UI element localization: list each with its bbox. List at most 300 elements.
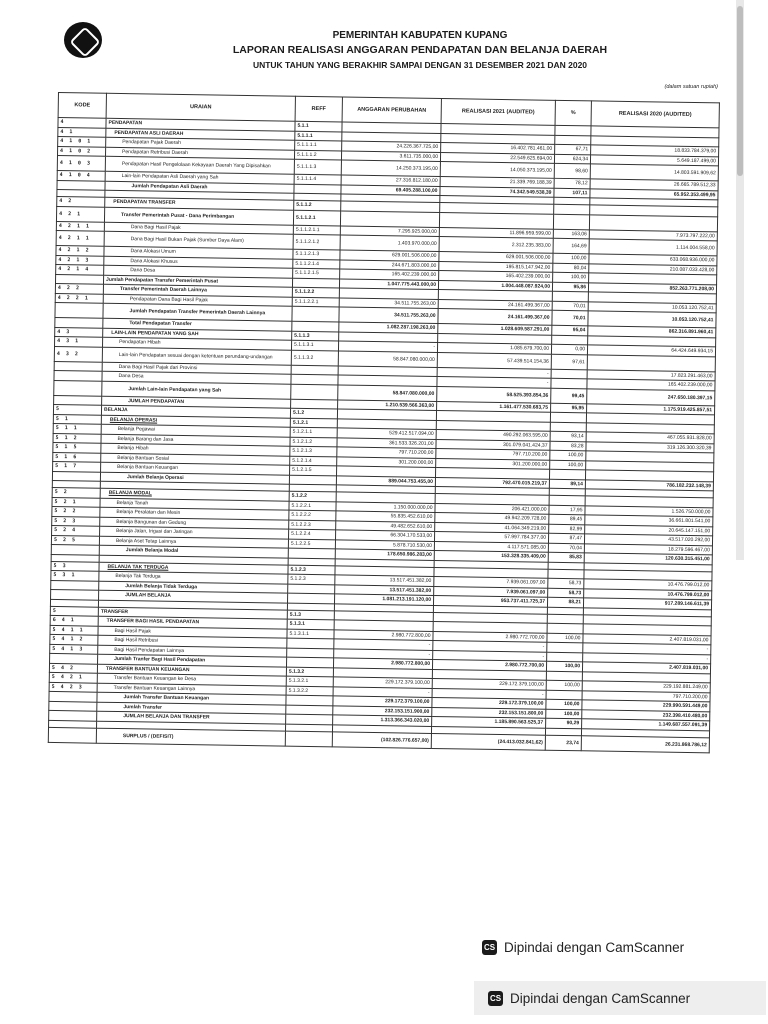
kode-cell: 5 1 6 [53,452,101,462]
realisasi-2021-cell: 58.525.393.854,36 [437,386,551,403]
reff-cell: 5.1.3.2 [286,667,333,677]
percent-cell: 23,74 [545,735,581,751]
realisasi-2021-cell: 57.439.514.154,36 [437,352,551,369]
anggaran-cell: 1.403.970.000,00 [340,235,439,252]
uraian-cell: Total Pendapatan Transfer [103,318,292,330]
uraian-cell: Jumlah Pendapatan Transfer Pemerintah Daerah Lainnya [103,303,292,321]
realisasi-2020-cell: 10.476.799.012,00 [584,588,712,600]
kode-cell: 5 4 2 [49,663,97,673]
realisasi-2020-cell: 1.149.687.557.091,39 [582,719,710,731]
kode-cell: 5 4 1 2 [50,634,98,644]
kode-cell: 5 2 2 [52,506,100,516]
uraian-cell: TRANSFER [98,607,287,619]
percent-cell: 100,00 [547,633,583,643]
kode-cell: 4 1 0 3 [57,156,105,172]
realisasi-2020-cell: 5.649.187.499,00 [590,154,718,166]
reff-cell: 5.1.1 [295,121,342,131]
reff-cell: 5.1.1.3.1 [291,340,338,350]
reff-cell: 5.1.1.2.1.2 [293,234,340,250]
realisasi-2020-cell: 18.279.596.467,00 [584,543,712,555]
anggaran-cell: 49.482.652.610,00 [336,520,435,531]
percent-cell [550,412,586,422]
realisasi-2021-cell: 24.161.499.367,00 [438,299,552,310]
realisasi-2021-cell: 953.737.411.725,37 [433,595,547,606]
kode-cell: 5 3 1 [51,570,99,580]
column-header-realisasi-2021: REALISASI 2021 (AUDITED) [441,99,555,126]
realisasi-2020-cell: 1.175.919.425.857,51 [587,403,715,415]
reff-cell: 5.1.3.2.2 [286,686,333,696]
kode-cell: 5 1 5 [53,442,101,452]
realisasi-2021-cell [439,212,553,229]
realisasi-2021-cell: 2.312.235.383,00 [439,237,553,254]
anggaran-cell: 1.047.775.443.000,00 [339,278,438,289]
anggaran-cell: 1.150.000.000,00 [336,501,435,512]
anggaran-cell: 24.226.367.725,00 [342,141,441,152]
kode-cell: 4 2 2 1 [55,293,103,303]
realisasi-2021-cell: 1.028.609.587.291,00 [438,323,552,334]
realisasi-2021-cell: 1.161.477.530.683,75 [437,401,551,412]
uraian-cell: Belanja Hibah [101,443,290,455]
kode-cell: 4 3 1 [55,336,103,346]
realisasi-2020-cell: 7.973.797.222,00 [589,229,717,241]
kode-cell: 4 2 1 1 [56,230,104,246]
uraian-cell: Belanja Aset Tetap Lainnya [99,536,288,548]
camscanner-stamp-text: Dipindai dengan CamScanner [504,939,685,955]
realisasi-2020-cell: 786.182.232.148,39 [585,479,713,491]
anggaran-cell: 232.153.151.900,00 [333,705,432,716]
anggaran-cell: 165.402.239.000,00 [340,269,439,280]
uraian-cell: Belanja Jalan, Irigasi dan Jaringan [100,526,289,538]
percent-cell: 100,00 [550,460,586,470]
percent-cell: 70,04 [548,543,584,553]
realisasi-2020-cell: 14.803.591.909,62 [590,164,718,181]
uraian-cell: BELANJA MODAL [100,488,289,500]
reff-cell: 5.1.1.1.2 [294,150,341,160]
percent-cell: 67,71 [555,144,591,154]
uraian-cell: Belanja Tanah [100,498,289,510]
percent-cell [549,469,585,479]
realisasi-2020-cell: 319.126.300.320,39 [586,441,714,453]
uraian-cell: Bagi Hasil Pendapatan Lainnya [98,645,287,657]
uraian-cell: Jumlah Transfer Bantuan Keuangan [97,692,286,704]
realisasi-2020-cell: 1.526.750.000,00 [585,505,713,517]
realisasi-2020-cell: 232.398.410.480,00 [582,709,710,721]
reff-cell [292,306,339,322]
uraian-cell: BELANJA [101,405,290,417]
anggaran-cell: - [333,686,432,697]
kode-cell: 4 1 0 2 [58,146,106,156]
realisasi-2020-cell: 120.630.315.451,00 [584,553,712,565]
realisasi-2020-cell: 2.407.819.031,00 [583,633,711,645]
uraian-cell: PENDAPATAN TRANSFER [105,197,294,209]
kode-cell: 4 2 1 2 [56,245,104,255]
realisasi-2021-cell: 11.896.959.599,00 [439,227,553,238]
anggaran-cell: 1.210.539.566.363,00 [338,399,437,410]
uraian-cell: Transfer Bantuan Keuangan ke Desa [97,673,286,685]
realisasi-2020-cell: 229.990.591.449,00 [582,700,710,712]
percent-cell: 95,86 [552,282,588,292]
header-line-2: LAPORAN REALISASI ANGGARAN PENDAPATAN DAN BELANJA DAERAH [232,44,608,56]
column-header-kode: KODE [58,93,106,119]
anggaran-cell: 1.082.287.198.263,00 [339,322,438,333]
reff-cell: 5.1.1.2.2.1 [292,297,339,307]
percent-cell: 87,47 [548,533,584,543]
reff-cell: 5.1.3 [287,610,334,620]
realisasi-2021-cell: 153.328.335.409,00 [434,550,548,561]
kode-cell: 5 1 1 [53,423,101,433]
percent-cell [554,204,590,214]
kode-cell: 5 [50,606,98,616]
percent-cell [546,671,582,681]
realisasi-2020-cell: - [583,643,711,655]
realisasi-2021-cell: 232.153.151.800,00 [432,707,546,718]
uraian-cell: Pendapatan Pajak Daerah [106,137,295,149]
uraian-cell: Dana Desa [104,265,293,277]
kode-cell: 4 3 [55,327,103,337]
percent-cell: 100,00 [553,272,589,282]
percent-cell: 83,28 [550,441,586,451]
percent-cell: 97,61 [551,354,587,370]
reff-cell: 5.1.1.2.1.1 [293,225,340,235]
realisasi-2020-cell: 247.650.180.397,15 [587,388,715,405]
kode-cell: 5 1 7 [53,461,101,471]
uraian-cell: Pendapatan Retribusi Daerah [105,147,294,159]
uraian-cell: Belanja Bantuan Sosial [101,453,290,465]
anggaran-cell: - [338,341,437,352]
percent-cell: 624,34 [554,154,590,164]
kode-cell: 5 4 1 3 [50,644,98,654]
camscanner-icon: CS [482,940,497,955]
kode-cell [48,727,96,743]
reff-cell: 5.1.2.2.4 [289,529,336,539]
realisasi-2020-cell: 165.402.239.000,00 [587,379,715,391]
uraian-cell: Bagi Hasil Pajak [98,626,287,638]
uraian-cell: Jumlah Lain-lain Pendapatan yang Sah [102,381,291,399]
reff-cell: 5.1.2 [290,408,337,418]
percent-cell [551,378,587,388]
realisasi-2021-cell: - [433,650,547,661]
reff-cell: 5.1.1.3 [292,331,339,341]
percent-cell [547,642,583,652]
reff-cell: 5.1.3.1.1 [287,629,334,639]
regency-emblem-icon [64,22,102,58]
reff-cell: 5.1.1.2.2 [292,287,339,297]
percent-cell [550,422,586,432]
reff-cell: 5.1.2.1.1 [290,427,337,437]
anggaran-cell: 3.611.735.000,00 [341,150,440,161]
kode-cell: 4 1 0 4 [57,170,105,180]
reff-cell: 5.1.2.2.5 [288,539,335,549]
percent-cell: 100,00 [550,450,586,460]
realisasi-2020-cell: 2.407.819.031,00 [582,662,710,674]
uraian-cell: Dana Bagi Hasil Pajak dari Provinsi [102,362,291,374]
percent-cell: 70,01 [552,310,588,326]
anggaran-cell: 14.250.373.195,00 [341,160,440,177]
realisasi-2021-cell: - [433,640,547,651]
percent-cell: 163,06 [553,229,589,239]
camscanner-bar [474,981,766,1015]
realisasi-2021-cell: 629.001.506.000,00 [439,252,553,263]
anggaran-cell: (102.826.776.657,00) [332,731,431,748]
anggaran-cell: 301.200.000,00 [337,456,436,467]
realisasi-2020-cell: 26.665.789.512,33 [590,179,718,191]
percent-cell [547,623,583,633]
percent-cell: 100,00 [553,253,589,263]
percent-cell: 100,00 [546,709,582,719]
reff-cell: 5.1.2.2.3 [289,520,336,530]
realisasi-2021-cell: 22.549.625.694,00 [440,152,554,163]
uraian-cell: Dana Bagi Hasil Pajak [104,222,293,234]
realisasi-2020-cell: 917.289.146.611,39 [583,598,711,610]
uraian-cell: Jumlah Belanja Operasi [100,472,289,484]
realisasi-2020-cell: 64.424.649.934,15 [587,345,715,357]
uraian-cell: Belanja Tak Terduga [99,571,288,583]
reff-cell: 5.1.1.2.1.4 [293,259,340,269]
uraian-cell: Belanja Bangunan dan Gedung [100,517,289,529]
uraian-cell: SURPLUS / (DEFISIT) [96,728,285,746]
kode-cell: 4 2 1 3 [56,255,104,265]
anggaran-cell [340,210,439,227]
percent-cell: 99,45 [551,388,587,404]
realisasi-2020-cell: 797.710.200,00 [582,690,710,702]
realisasi-2021-cell: 24.161.499.367,00 [438,308,552,325]
anggaran-cell: 13.517.451.382,00 [335,584,434,595]
percent-cell [553,214,589,230]
realisasi-2021-cell: 301.200.000,00 [436,458,550,469]
reff-cell: 5.1.2.1 [290,418,337,428]
realisasi-2021-cell: 1.004.448.087.924,00 [438,280,552,291]
reff-cell: 5.1.2.1.5 [290,465,337,475]
percent-cell [547,614,583,624]
realisasi-2021-cell: 16.402.781.461,00 [441,143,555,154]
percent-cell [555,125,591,135]
uraian-cell: Belanja Pegawai [101,424,290,436]
uraian-cell: TRANSFER BANTUAN KEUANGAN [97,664,286,676]
uraian-cell: Transfer Pemerintah Pusat - Dana Perimbangan [104,207,293,225]
uraian-cell: JUMLAH BELANJA [99,590,288,602]
reff-cell: 5.1.3.1 [287,619,334,629]
percent-cell: 93,14 [550,431,586,441]
kode-cell: 5 4 2 3 [49,682,97,692]
realisasi-2020-cell: 17.823.291.463,00 [587,369,715,381]
percent-cell [547,652,583,662]
uraian-cell: Dana Bagi Hasil Bukan Pajak (Sumber Daya Alam) [104,231,293,249]
reff-cell: 5.1.1.2 [294,200,341,210]
kode-cell [55,302,103,318]
unit-note: (dalam satuan rupiah) [664,84,718,90]
realisasi-2020-cell: 20.645.147.151,00 [585,524,713,536]
uraian-cell: BELANJA OPERASI [101,415,290,427]
anggaran-cell: 1.313.366.343.020,00 [333,715,432,726]
percent-cell: 89,14 [549,479,585,489]
kode-cell: 6 4 1 [50,615,98,625]
percent-cell [548,569,584,579]
uraian-cell: PENDAPATAN [106,118,295,130]
anggaran-cell: 178.650.986.283,00 [335,549,434,560]
percent-cell: 0,00 [551,344,587,354]
kode-cell: 5 2 5 [51,535,99,545]
kode-cell: 5 1 [53,414,101,424]
realisasi-2021-cell: - [432,688,546,699]
realisasi-2020-cell: 229.192.881.249,00 [582,681,710,693]
kode-cell: 5 2 1 [52,497,100,507]
realisasi-2021-cell: 57.997.784.377,00 [434,531,548,542]
uraian-cell: BELANJA TAK TERDUGA [99,562,288,574]
reff-cell: 5.1.2.1.4 [290,456,337,466]
uraian-cell: Dana Desa [102,371,291,383]
header-line-3: UNTUK TAHUN YANG BERAKHIR SAMPAI DENGAN 31 DESEMBER 2021 DAN 2020 [252,60,588,70]
uraian-cell: TRANSFER BAGI HASIL PENDAPATAN [98,616,287,628]
column-header-reff: REFF [295,96,342,122]
column-header-uraian: URAIAN [106,93,295,121]
column-header-percent: % [555,100,591,126]
percent-cell: 58,73 [548,578,584,588]
percent-cell [555,135,591,145]
reff-cell: 5.1.2.1.3 [290,446,337,456]
uraian-cell: JUMLAH BELANJA DAN TRANSFER [97,711,286,723]
percent-cell: 95,04 [552,325,588,335]
percent-cell [546,690,582,700]
camscanner-bar-text: Dipindai dengan CamScanner [510,990,691,1006]
kode-cell: 4 1 0 1 [58,137,106,147]
percent-cell: 100,00 [546,661,582,671]
realisasi-2021-cell: 2.980.772.700,00 [432,659,546,670]
realisasi-2021-cell: 7.939.061.097,00 [434,586,548,597]
reff-cell: 5.1.2.1.2 [290,437,337,447]
uraian-cell: Lain-lain Pendapatan Asli Daerah yang Sah [105,171,294,183]
column-header-anggaran: ANGGARAN PERUBAHAN [342,97,441,124]
percent-cell: 164,69 [553,238,589,254]
percent-cell: 88,21 [547,597,583,607]
realisasi-2020-cell: 633.068.936.000,00 [589,254,717,266]
anggaran-cell: 13.517.451.382,00 [335,575,434,586]
column-header-realisasi-2020: REALISASI 2020 (AUDITED) [591,101,719,128]
kode-cell: 4 2 1 1 [56,221,104,231]
reff-cell: 5.1.1.2.1.3 [293,249,340,259]
percent-cell: 70,01 [552,301,588,311]
realisasi-2021-cell: 2.980.772.700,00 [433,631,547,642]
percent-cell: 90,29 [546,718,582,728]
percent-cell: 78,12 [554,178,590,188]
uraian-cell: Jumlah Belanja Tidak Terduga [99,581,288,593]
anggaran-cell: 229.172.379.100,00 [333,677,432,688]
uraian-cell: Dana Alokasi Umum [104,246,293,258]
kode-cell: 5 2 3 [52,516,100,526]
realisasi-2020-cell: 26.231.868.786,12 [581,735,709,752]
reff-cell [285,731,332,747]
header-line-1: PEMERINTAH KABUPATEN KUPANG [332,30,508,41]
camscanner-icon: CS [488,991,503,1006]
reff-cell: 5.1.1.1.3 [294,159,341,175]
realisasi-2021-cell: 41.064.349.219,00 [435,522,549,533]
realisasi-2021-cell: 7.939.061.097,00 [434,576,548,587]
kode-cell: 4 [58,118,106,128]
realisasi-2021-cell: - [437,376,551,387]
reff-cell: 5.1.3.2.1 [286,676,333,686]
realisasi-2021-cell: 792.470.015.219,37 [435,477,549,488]
anggaran-cell: - [334,639,433,650]
uraian-cell: Jumlah Pendapatan Transfer Pemerintah Pusat [103,275,292,287]
budget-realization-table [48,92,720,753]
anggaran-cell: 2.980.772.800,00 [333,658,432,669]
reff-cell: 5.1.2.3 [288,574,335,584]
uraian-cell: Transfer Bantuan Keuangan Lainnya [97,683,286,695]
percent-cell: 100,00 [546,680,582,690]
anggaran-cell: 7.295.925.000,00 [340,225,439,236]
uraian-cell: Pendapatan Hasil Pengelolaan Kekayaan Daerah Yang Dipisahkan [105,156,294,174]
realisasi-2020-cell: 852.263.771.208,00 [588,282,716,294]
realisasi-2021-cell: 206.421.000,00 [435,503,549,514]
anggaran-cell: 797.710.200,00 [337,447,436,458]
anggaran-cell: 629.001.506.000,00 [340,250,439,261]
realisasi-2021-cell: 14.050.373.195,00 [440,162,554,179]
uraian-cell: Jumlah Pendapatan Asli Daerah [105,181,294,193]
reff-cell: 5.1.1.2.1.5 [293,268,340,278]
uraian-cell: Jumlah Transfer [97,702,286,714]
kode-cell: 5 2 4 [52,525,100,535]
anggaran-cell: 361.533.326.201,00 [337,437,436,448]
uraian-cell: JUMLAH PENDAPATAN [102,396,291,408]
scrollbar-thumb[interactable] [737,6,743,176]
reff-cell: 5.1.2.2.2 [289,510,336,520]
uraian-cell: Bagi Hasil Retribusi [98,635,287,647]
anggaran-cell: 58.847.080.000,00 [338,350,437,367]
kode-cell: 4 2 1 [56,206,104,222]
realisasi-2021-cell: 49.942.209.728,00 [435,512,549,523]
anggaran-cell: 55.835.452.610,00 [336,511,435,522]
reff-cell: 5.1.1.3.2 [291,350,338,366]
percent-cell: 17,95 [549,505,585,515]
realisasi-2021-cell: 74.342.549.538,39 [440,186,554,197]
percent-cell [551,369,587,379]
realisasi-2021-cell: 4.117.571.085,00 [434,541,548,552]
kode-cell: 5 1 2 [53,433,101,443]
kode-cell [54,380,102,396]
kode-cell: 5 3 [51,561,99,571]
realisasi-2021-cell: 490.292.063.595,00 [436,429,550,440]
kode-cell: 5 4 1 1 [50,625,98,635]
reff-cell [291,384,338,400]
realisasi-2020-cell: 1.114.004.558,00 [589,239,717,256]
kode-cell: 4 3 2 [54,346,102,362]
report-header [200,28,640,73]
realisasi-2021-cell: - [437,367,551,378]
uraian-cell: Jumlah Belanja Modal [99,545,288,557]
uraian-cell: Belanja Bantuan Keuangan [101,462,290,474]
uraian-cell: Pendapatan Dana Bagi Hasil Pajak [103,294,292,306]
realisasi-2020-cell: 18.833.784.379,00 [591,145,719,157]
anggaran-cell: 69.405.288.100,00 [341,184,440,195]
realisasi-2020-cell: 10.053.120.752,41 [588,301,716,313]
uraian-cell: Dana Alokasi Khusus [104,256,293,268]
realisasi-2020-cell: 467.055.931.828,00 [586,432,714,444]
uraian-cell: Lain-lain Pendapatan sesuai dengan ketentuan perundang-undangan [102,347,291,365]
anggaran-cell: 244.671.803.000,00 [340,259,439,270]
anggaran-cell: - [334,648,433,659]
percent-cell: 107,11 [554,188,590,198]
reff-cell: 5.1.2.2.1 [289,501,336,511]
percent-cell: 98,60 [554,163,590,179]
anggaran-cell: 27.316.812.180,00 [341,175,440,186]
kode-cell: 5 [53,404,101,414]
percent-cell [552,291,588,301]
anggaran-cell: 34.511.755.263,00 [339,297,438,308]
percent-cell [549,495,585,505]
percent-cell: 95,95 [551,403,587,413]
anggaran-cell: 529.412.517.094,00 [337,428,436,439]
realisasi-2020-cell: 10.053.120.752,41 [588,311,716,328]
kode-cell: 5 2 [52,487,100,497]
